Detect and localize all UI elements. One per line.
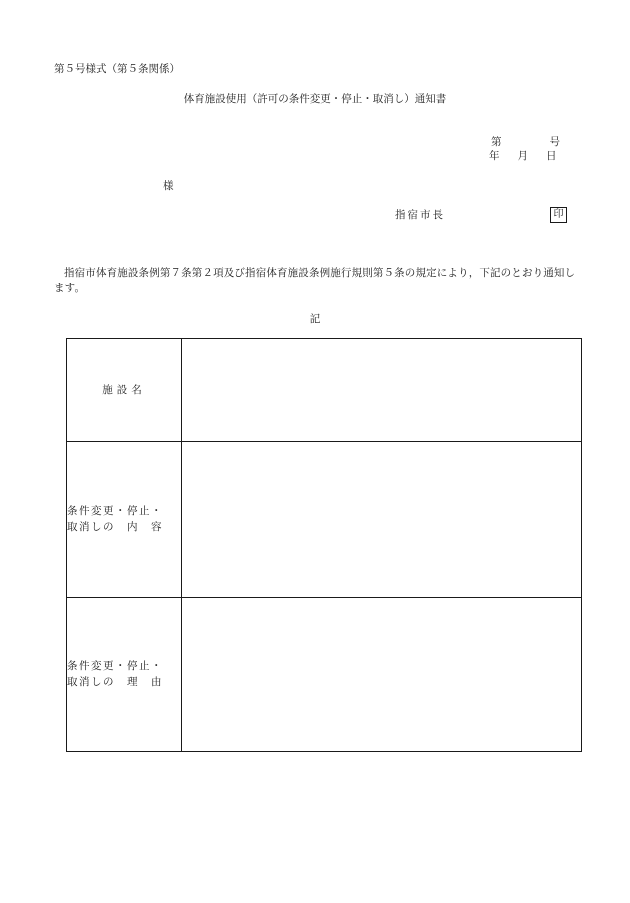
facility-name-label-text: 施設名 (102, 384, 146, 397)
addressee-honorific: 様 (163, 180, 174, 192)
change-content-label-line1: 条件変更・停止・ (67, 505, 163, 518)
change-reason-field[interactable] (182, 597, 582, 751)
date-line (489, 150, 557, 163)
change-reason-label-line2: 取消しの 理 由 (67, 676, 163, 689)
facility-name-label (67, 339, 182, 442)
change-content-label (67, 442, 182, 597)
notice-table (66, 338, 582, 752)
notice-body-text: 指宿市体育施設条例第７条第２項及び指宿体育施設条例施行規則第５条の規定により，下記のとおり通知します。 (54, 267, 576, 294)
change-reason-label (67, 597, 182, 751)
document-title: 体育施設使用（許可の条件変更・停止・取消し）通知書 (183, 93, 447, 105)
facility-name-field[interactable] (182, 339, 582, 442)
document-number-line (491, 136, 560, 149)
form-number: 第５号様式（第５条関係） (54, 63, 180, 75)
day-label: 日 (546, 150, 557, 162)
month-label: 月 (517, 150, 528, 162)
number-suffix: 号 (549, 136, 560, 148)
table-row-reason (67, 597, 582, 751)
year-label: 年 (489, 150, 500, 162)
number-prefix: 第 (491, 136, 502, 148)
seal-box: 印 (550, 207, 567, 223)
table-row-facility (67, 339, 582, 442)
change-content-field[interactable] (182, 442, 582, 597)
change-reason-label-line1: 条件変更・停止・ (67, 660, 163, 673)
issuer-title: 指宿市長 (395, 209, 445, 221)
ki-heading: 記 (309, 313, 321, 325)
change-content-label-line2: 取消しの 内 容 (67, 521, 163, 534)
table-row-content (67, 442, 582, 597)
